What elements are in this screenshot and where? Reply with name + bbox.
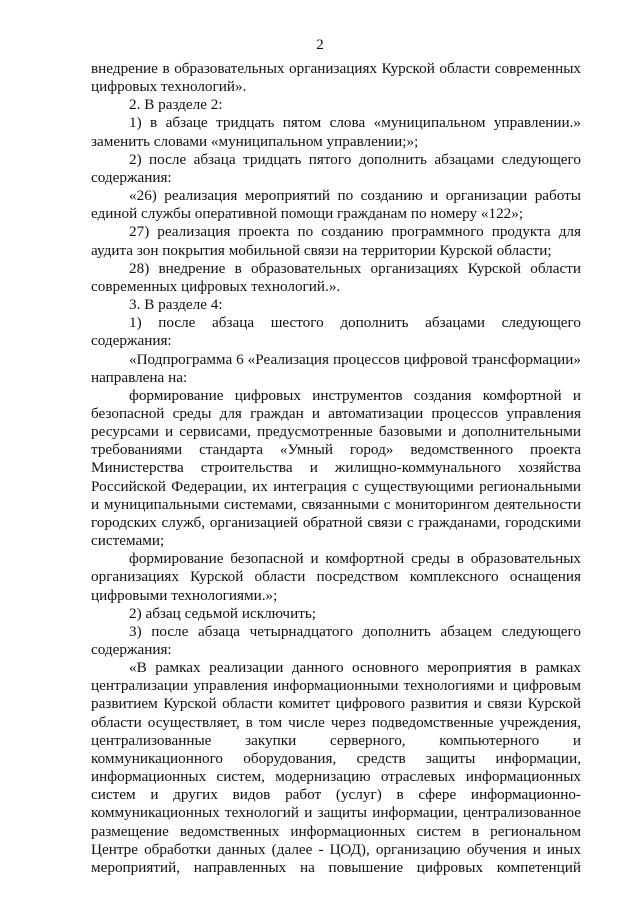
- document-body: [91, 60, 581, 877]
- paragraph: 1) после абзаца шестого дополнить абзацами следующего содержания:: [91, 314, 581, 350]
- paragraph: 28) внедрение в образовательных организациях Курской области современных цифровых технологий.».: [91, 259, 581, 295]
- paragraph: 2) после абзаца тридцать пятого дополнить абзацами следующего содержания:: [91, 150, 581, 186]
- paragraph: 3. В разделе 4:: [129, 296, 223, 314]
- page-number: 2: [316, 37, 324, 53]
- paragraph: 27) реализация проекта по созданию программного продукта для аудита зон покрытия мобильной связи на территории Курской области;: [91, 223, 581, 259]
- paragraph: 2. В разделе 2:: [129, 96, 223, 114]
- paragraph: 1) в абзаце тридцать пятом слова «муниципальном управлении.» заменить словами «муниципальном управлении;»;: [91, 114, 581, 150]
- paragraph: внедрение в образовательных организациях Курской области современных цифровых технологий».: [91, 60, 581, 96]
- paragraph: «Подпрограмма 6 «Реализация процессов цифровой трансформации» направлена на:: [91, 350, 581, 386]
- paragraph: формирование безопасной и комфортной среды в образовательных организациях Курской области посредством комплексного оснащения цифровыми технологиями.»;: [91, 550, 581, 604]
- paragraph: «26) реализация мероприятий по созданию и организации работы единой службы оперативной помощи гражданам по номеру «122»;: [91, 187, 581, 223]
- paragraph: «В рамках реализации данного основного мероприятия в рамках централизации управления информационными технологиями и цифровым развитием Курской области комитет цифрового развития и связи Курской области осуществляет, в том числе через подведомственные учреждения, централизованные закупки серверного, компьютерного и коммуникационного оборудования, средств защиты информации, информационных систем, модернизацию отраслевых информационных систем и других видов работ (услуг) в сфере информационно-коммуникационных технологий и защиты информации, централизованное размещение ведомственных информационных систем в региональном Центре обработки данных (далее - ЦОД), организацию обучения и иных мероприятий, направленных на повышение цифровых компетенций: [91, 659, 581, 876]
- paragraph: 2) абзац седьмой исключить;: [129, 604, 316, 622]
- paragraph: формирование цифровых инструментов создания комфортной и безопасной среды для граждан и автоматизации процессов управления ресурсами и сервисами, предусмотренные базовыми и дополнительными требованиями стандарта «Умный город» ведомственного проекта Министерства строительства и жилищно-коммунального хозяйства Российской Федерации, их интеграция с существующими региональными и муниципальными системами, связанными с мониторингом деятельности городских служб, организацией обратной связи с гражданами, городскими системами;: [91, 386, 581, 550]
- paragraph: 3) после абзаца четырнадцатого дополнить абзацем следующего содержания:: [91, 622, 581, 658]
